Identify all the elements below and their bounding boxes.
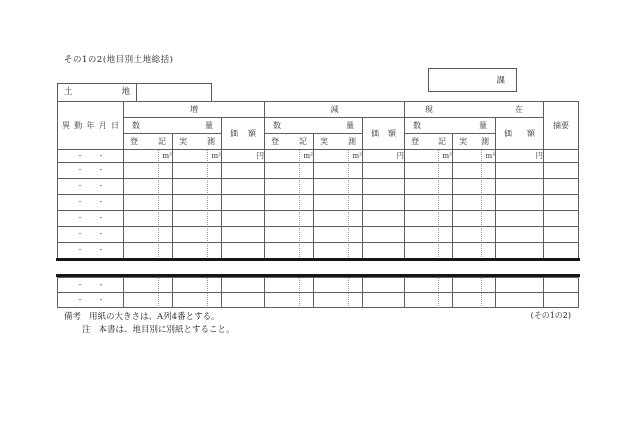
note-text: 本書は、地目別に別紙とすること。 bbox=[98, 325, 235, 335]
registered-qty-cell bbox=[124, 243, 173, 259]
registered-qty-cell: m² bbox=[405, 150, 453, 163]
section-break-rule-top bbox=[56, 258, 580, 261]
remarks-cell bbox=[544, 211, 579, 227]
date-cell: ・ ・ bbox=[58, 293, 124, 308]
group-header-current: 現 在 bbox=[405, 102, 544, 118]
measured-qty-cell bbox=[314, 278, 363, 293]
table-row bbox=[58, 227, 579, 243]
header-row-quantity bbox=[58, 118, 579, 134]
measured-qty-cell bbox=[173, 163, 222, 179]
date-cell: ・ ・ bbox=[58, 227, 124, 243]
remarks-cell bbox=[544, 163, 579, 179]
col-header-measured: 実 測 bbox=[173, 134, 222, 150]
value-cell bbox=[363, 278, 405, 293]
measured-qty-cell bbox=[453, 163, 496, 179]
remark-note bbox=[64, 310, 220, 322]
value-cell: 円 bbox=[363, 150, 405, 163]
header-row-groups bbox=[58, 102, 579, 118]
table-row bbox=[58, 179, 579, 195]
registered-qty-cell bbox=[265, 163, 314, 179]
col-header-registered: 登 記 bbox=[124, 134, 173, 150]
land-value-cell bbox=[137, 84, 211, 101]
land-summary-table bbox=[57, 101, 579, 259]
col-header-value: 価 額 bbox=[222, 118, 265, 150]
measured-qty-cell bbox=[453, 179, 496, 195]
registered-qty-cell bbox=[124, 227, 173, 243]
value-cell bbox=[496, 195, 544, 211]
measured-qty-cell bbox=[453, 243, 496, 259]
value-cell bbox=[496, 227, 544, 243]
measured-qty-cell bbox=[453, 195, 496, 211]
date-cell: ・ ・ bbox=[58, 195, 124, 211]
table-row bbox=[58, 163, 579, 179]
remarks-cell bbox=[544, 243, 579, 259]
value-cell: 円 bbox=[222, 150, 265, 163]
remarks-cell bbox=[544, 150, 579, 163]
registered-qty-cell bbox=[405, 278, 453, 293]
col-header-registered: 登 記 bbox=[405, 134, 453, 150]
remark-label: 備考 bbox=[64, 312, 82, 322]
value-cell bbox=[222, 278, 265, 293]
value-cell bbox=[363, 211, 405, 227]
group-header-decrease: 減 bbox=[265, 102, 405, 118]
registered-qty-cell: m² bbox=[124, 150, 173, 163]
table-row bbox=[58, 211, 579, 227]
value-cell bbox=[496, 211, 544, 227]
registered-qty-cell bbox=[265, 179, 314, 195]
measured-qty-cell bbox=[453, 227, 496, 243]
registered-qty-cell bbox=[405, 243, 453, 259]
section-name-box bbox=[428, 68, 517, 92]
registered-qty-cell bbox=[124, 163, 173, 179]
remarks-cell bbox=[544, 227, 579, 243]
registered-qty-cell bbox=[124, 179, 173, 195]
remark-text: 用紙の大きさは、A列4番とする。 bbox=[89, 312, 220, 322]
value-cell bbox=[222, 195, 265, 211]
value-cell bbox=[496, 278, 544, 293]
measured-qty-cell bbox=[314, 243, 363, 259]
value-cell bbox=[222, 293, 265, 308]
value-cell: 円 bbox=[496, 150, 544, 163]
value-cell bbox=[496, 163, 544, 179]
measured-qty-cell bbox=[314, 163, 363, 179]
measured-qty-cell bbox=[453, 293, 496, 308]
value-cell bbox=[496, 243, 544, 259]
measured-qty-cell bbox=[173, 293, 222, 308]
registered-qty-cell: m² bbox=[265, 150, 314, 163]
registered-qty-cell bbox=[405, 211, 453, 227]
remarks-cell bbox=[544, 195, 579, 211]
value-cell bbox=[363, 179, 405, 195]
table-row-units bbox=[58, 150, 579, 163]
registered-qty-cell bbox=[265, 278, 314, 293]
date-cell: ・ ・ bbox=[58, 211, 124, 227]
value-cell bbox=[222, 227, 265, 243]
measured-qty-cell bbox=[453, 211, 496, 227]
value-cell bbox=[496, 179, 544, 195]
measured-qty-cell: m² bbox=[173, 150, 222, 163]
table-row bbox=[58, 278, 579, 293]
registered-qty-cell bbox=[405, 179, 453, 195]
col-header-remarks: 摘要 bbox=[544, 102, 579, 150]
col-header-measured: 実 測 bbox=[453, 134, 496, 150]
date-cell: ・ ・ bbox=[58, 278, 124, 293]
annotation-note bbox=[82, 323, 235, 335]
note-label: 注 bbox=[82, 325, 91, 335]
remarks-cell bbox=[544, 179, 579, 195]
measured-qty-cell bbox=[314, 227, 363, 243]
value-cell bbox=[496, 293, 544, 308]
date-cell: ・ ・ bbox=[58, 179, 124, 195]
registered-qty-cell bbox=[265, 293, 314, 308]
measured-qty-cell bbox=[173, 195, 222, 211]
registered-qty-cell bbox=[265, 195, 314, 211]
registered-qty-cell bbox=[265, 227, 314, 243]
registered-qty-cell bbox=[124, 211, 173, 227]
measured-qty-cell bbox=[314, 293, 363, 308]
col-header-value: 価 額 bbox=[363, 118, 405, 150]
value-cell bbox=[222, 163, 265, 179]
page-title: その1の2(地目別土地総括) bbox=[64, 55, 174, 65]
date-cell: ・ ・ bbox=[58, 150, 124, 163]
measured-qty-cell bbox=[173, 179, 222, 195]
col-header-quantity: 数 量 bbox=[265, 118, 363, 134]
table-row bbox=[58, 243, 579, 259]
measured-qty-cell: m² bbox=[314, 150, 363, 163]
col-header-quantity: 数 量 bbox=[124, 118, 222, 134]
registered-qty-cell bbox=[405, 227, 453, 243]
registered-qty-cell bbox=[124, 293, 173, 308]
value-cell bbox=[222, 179, 265, 195]
value-cell bbox=[363, 293, 405, 308]
measured-qty-cell bbox=[173, 278, 222, 293]
measured-qty-cell bbox=[173, 227, 222, 243]
col-header-registered: 登 記 bbox=[265, 134, 314, 150]
registered-qty-cell bbox=[124, 278, 173, 293]
value-cell bbox=[363, 163, 405, 179]
section-suffix-label: 課 bbox=[496, 76, 505, 86]
registered-qty-cell bbox=[265, 211, 314, 227]
value-cell bbox=[363, 243, 405, 259]
measured-qty-cell bbox=[314, 195, 363, 211]
value-cell bbox=[363, 227, 405, 243]
date-cell: ・ ・ bbox=[58, 163, 124, 179]
col-header-quantity: 数 量 bbox=[405, 118, 496, 134]
measured-qty-cell bbox=[314, 211, 363, 227]
date-cell: ・ ・ bbox=[58, 243, 124, 259]
registered-qty-cell bbox=[405, 293, 453, 308]
page-footer-label: (その1の2) bbox=[530, 311, 571, 320]
carry-forward-table bbox=[57, 277, 579, 308]
col-header-measured: 実 測 bbox=[314, 134, 363, 150]
measured-qty-cell: m² bbox=[453, 150, 496, 163]
remarks-cell bbox=[544, 278, 579, 293]
value-cell bbox=[363, 195, 405, 211]
measured-qty-cell bbox=[173, 243, 222, 259]
registered-qty-cell bbox=[405, 195, 453, 211]
measured-qty-cell bbox=[314, 179, 363, 195]
col-header-date: 異 動 年 月 日 bbox=[58, 102, 124, 150]
remarks-cell bbox=[544, 293, 579, 308]
value-cell bbox=[222, 243, 265, 259]
land-label: 土 地 bbox=[58, 84, 137, 101]
registered-qty-cell bbox=[265, 243, 314, 259]
value-cell bbox=[222, 211, 265, 227]
group-header-increase: 増 bbox=[124, 102, 265, 118]
land-category-box bbox=[57, 83, 212, 101]
table-row bbox=[58, 293, 579, 308]
col-header-value: 価 額 bbox=[496, 118, 544, 150]
table-row bbox=[58, 195, 579, 211]
measured-qty-cell bbox=[453, 278, 496, 293]
registered-qty-cell bbox=[405, 163, 453, 179]
measured-qty-cell bbox=[173, 211, 222, 227]
registered-qty-cell bbox=[124, 195, 173, 211]
